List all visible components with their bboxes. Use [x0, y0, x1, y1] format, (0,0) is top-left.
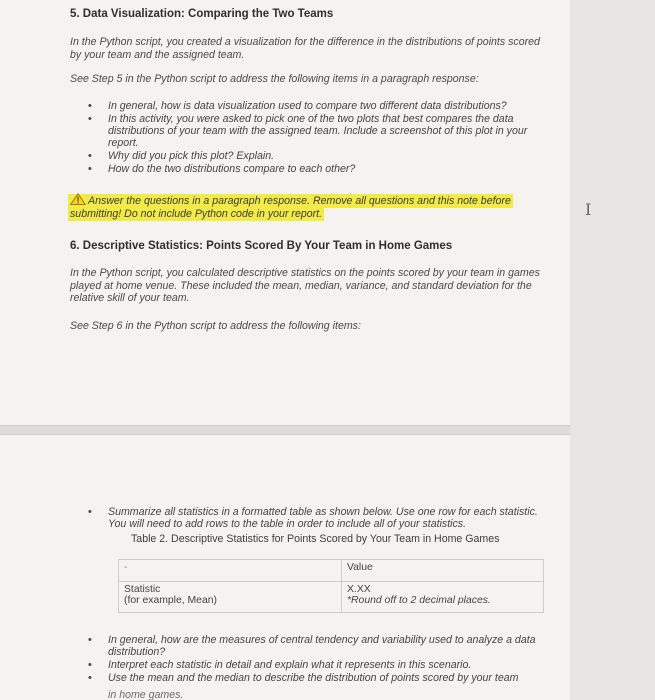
list-item: • In this activity, you were asked to pick one of the two plots that best compares the data distributions of your team with the assigned team. Include a screenshot of this plot in your report. [88, 112, 528, 150]
rounding-note: *Round off to 2 decimal places. [347, 595, 491, 606]
list-item: • Use the mean and the median to describe the distribution of points scored by your team [88, 671, 519, 684]
list-item: • In general, how is data visualization used to compare two different data distributions? [88, 100, 507, 112]
highlighted-note [68, 193, 548, 221]
section-5-heading: 5. Data Visualization: Comparing the Two Teams [70, 8, 334, 20]
list-item: • Why did you pick this plot? Explain. [88, 150, 275, 163]
table-row [119, 582, 544, 613]
list-item: • How do the two distributions compare to each other? [88, 162, 356, 175]
cutoff-line: in home games. [108, 689, 184, 700]
section-6-instructions: See Step 6 in the Python script to address the following items: [70, 320, 361, 332]
table-header-value: Value [342, 560, 544, 582]
list-item: • Interpret each statistic in detail and explain what it represents in this scenario. [88, 659, 472, 672]
section-5-instructions: See Step 5 in the Python script to address the following items in a paragraph response: [70, 73, 479, 85]
section-6-bullets [88, 634, 548, 685]
section-5-bullets [88, 100, 548, 176]
section-6-intro: In the Python script, you calculated descriptive statistics on the points scored by your team in games played at home venue. These included the mean, median, variance, and standard deviation for the relative skill of your team. [70, 267, 540, 304]
statistic-example: (for example, Mean) [124, 595, 217, 606]
section-6-heading: 6. Descriptive Statistics: Points Scored By Your Team in Home Games [70, 240, 453, 252]
warning-icon [70, 193, 86, 205]
list-item: • In general, how are the measures of central tendency and variability used to analyze a data distribution? [88, 634, 536, 659]
section-5-intro: In the Python script, you created a visualization for the difference in the distributions of points scored by your team and the assigned team. [70, 36, 540, 61]
table-cell-value [342, 582, 544, 613]
table-caption: Table 2. Descriptive Statistics for Points Scored by Your Team in Home Games [131, 533, 500, 545]
summarize-bullet [88, 506, 538, 531]
list-item: • Summarize all statistics in a formatted table as shown below. Use one row for each statistic. You will need to add rows to the table in order to include all of your statistics. [88, 506, 538, 531]
statistics-table [118, 559, 544, 613]
note-text: Answer the questions in a paragraph response. Remove all questions and this note before submitting! Do not include Python code in your report. [70, 195, 511, 220]
value-placeholder: X.XX [347, 584, 371, 595]
statistic-label: Statistic [124, 584, 161, 595]
table-header-cell: - [119, 560, 342, 582]
text-cursor-icon: I [585, 200, 592, 219]
table-cell-statistic [119, 582, 342, 613]
page-break [0, 425, 570, 435]
